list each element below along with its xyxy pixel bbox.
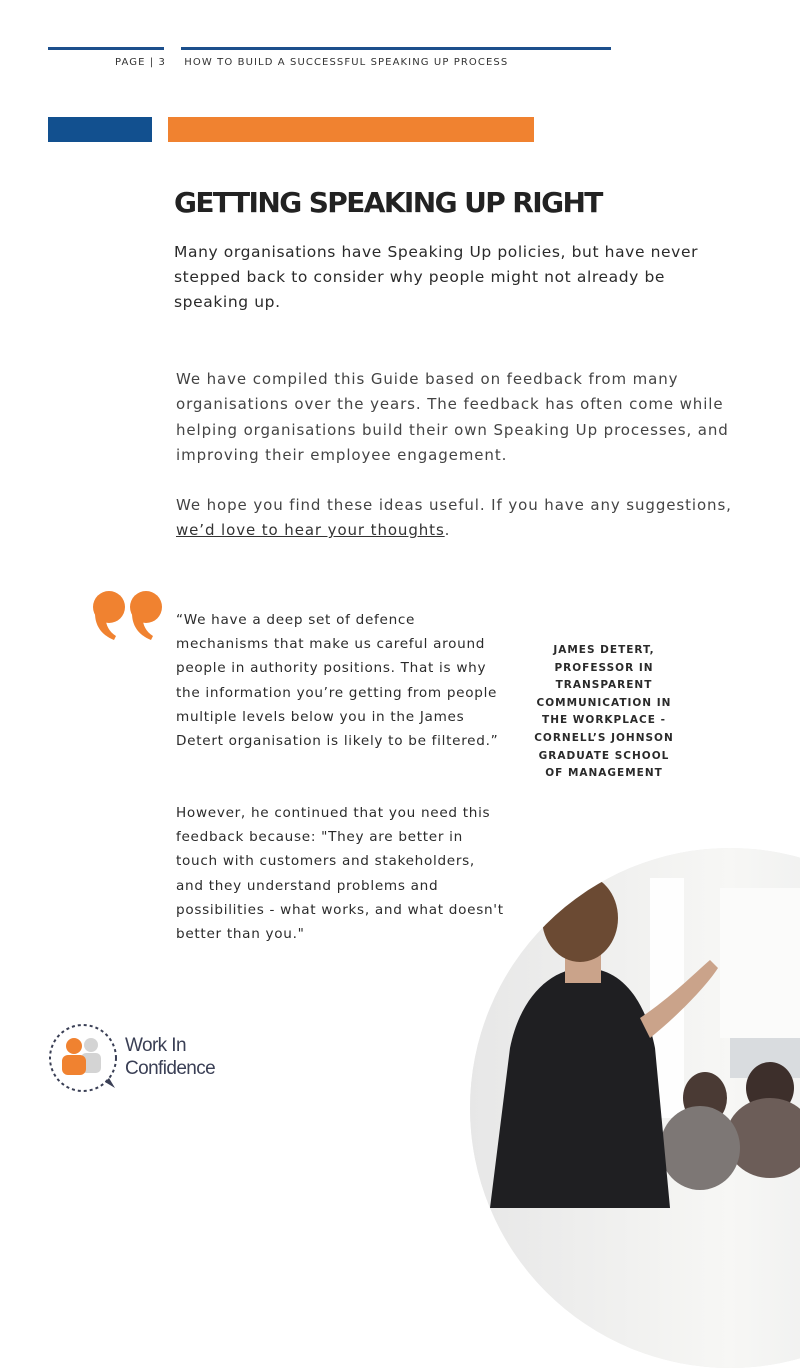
logo-wordmark [125, 1034, 215, 1080]
body-paragraph-2 [176, 493, 736, 544]
accent-bar-orange [168, 117, 534, 142]
header-rule-left [48, 47, 164, 50]
logo-line-2: Confidence [125, 1058, 216, 1079]
page-label: PAGE | 3 [115, 57, 167, 68]
body-paragraph-2-end: . [444, 521, 451, 540]
accent-bar-blue [48, 117, 152, 142]
running-header [115, 57, 508, 68]
document-title: HOW TO BUILD A SUCCESSFUL SPEAKING UP PROCESS [184, 57, 509, 68]
body-paragraph-2-text: We hope you find these ideas useful. If you have any suggestions, [176, 496, 732, 514]
feedback-link[interactable]: we’d love to hear your thoughts [176, 521, 445, 540]
logo-line-1: Work In [125, 1035, 186, 1056]
page-title: GETTING SPEAKING UP RIGHT [174, 186, 602, 219]
quote-text: “We have a deep set of defence mechanisms that make us careful around people in authority positions. That is why the information you’re getting from people multiple levels below you in the James Detert organisation is likely to be filtered.” [176, 612, 499, 750]
header-rule-right [181, 47, 611, 50]
body-paragraph-1: We have compiled this Guide based on feedback from many organisations over the years. The feedback has often come while helping organisations build their own Speaking Up processes, and improving their employee engagement. [176, 370, 729, 464]
quote-continuation: However, he continued that you need this feedback because: "They are better in touch with customers and stakeholders, and they understand problems and possibilities - what works, and what doesn't better than you." [176, 805, 504, 943]
lead-paragraph: Many organisations have Speaking Up policies, but have never stepped back to consider why people might not already be speaking up. [174, 243, 699, 311]
work-in-confidence-logo [47, 1022, 119, 1094]
quote-mark-icon [92, 590, 166, 640]
quote-attribution: JAMES DETERT, PROFESSOR IN TRANSPARENT COMMUNICATION IN THE WORKPLACE - CORNELL’S JOHNSON GRADUATE SCHOOL OF MANAGEMENT [534, 644, 674, 780]
speaker-photo [470, 848, 800, 1368]
